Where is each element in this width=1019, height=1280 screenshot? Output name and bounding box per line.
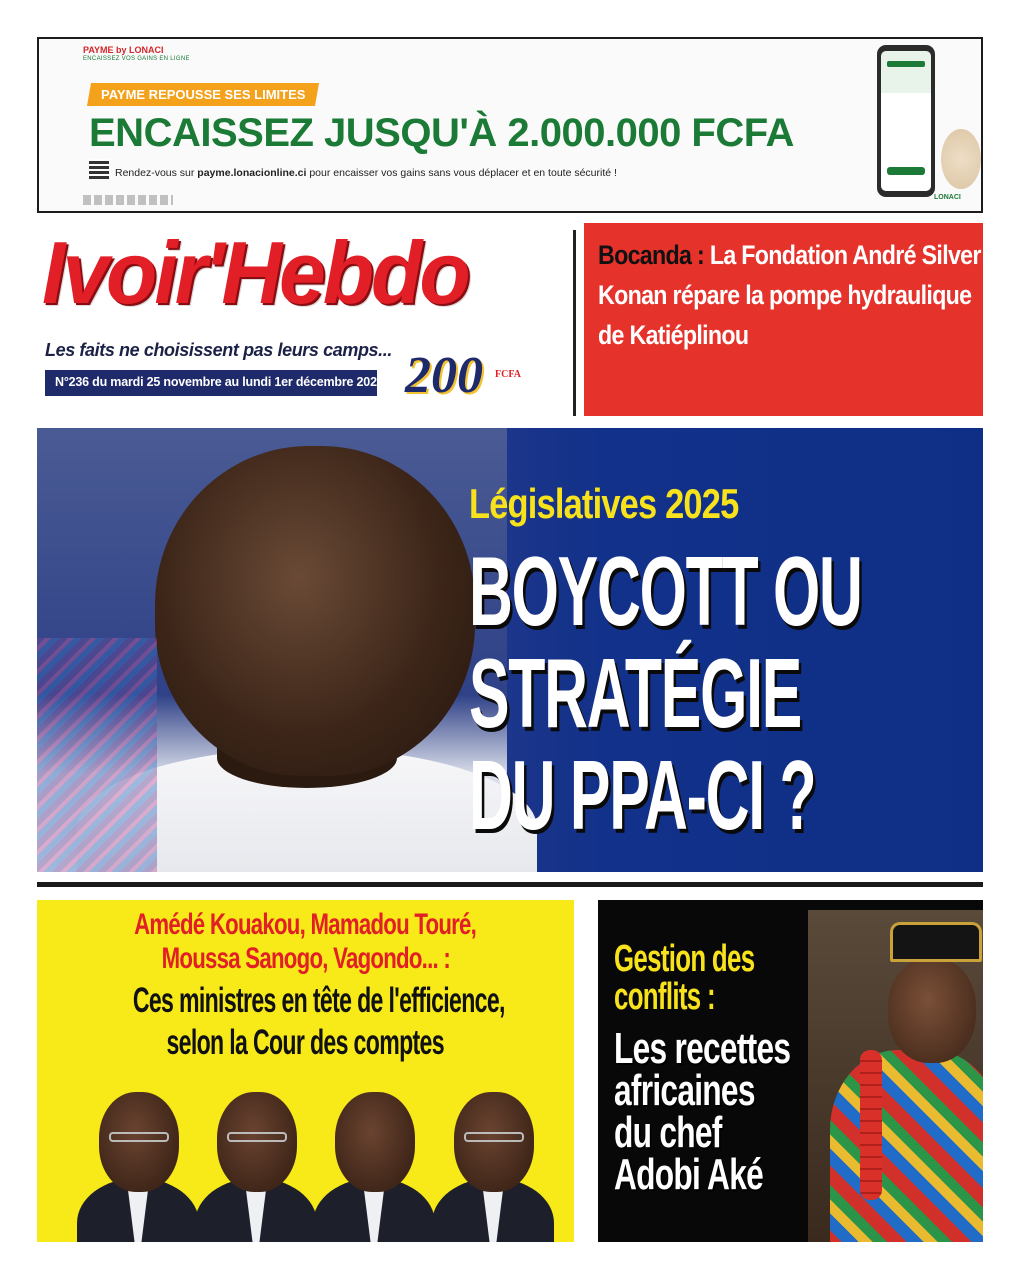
minister-photo (195, 1092, 317, 1242)
price: 200 (405, 347, 483, 404)
ad-line-prefix: Rendez-vous sur (115, 167, 198, 179)
slogan: Les faits ne choisissent pas leurs camps... (45, 340, 392, 360)
newspaper-logo[interactable]: Ivoir'Hebdo (42, 223, 468, 322)
ad-tagline (87, 83, 320, 106)
main-headline-line2: STRATÉGIE (469, 638, 802, 748)
qr-code-icon (89, 159, 109, 179)
ad-tagline-text: PAYME REPOUSSE SES LIMITES (101, 87, 306, 102)
main-headline (469, 536, 977, 850)
main-headline-line3: DU PPA-CI ? (469, 740, 816, 850)
minister-photo (313, 1092, 435, 1242)
chef-headline-line2: africaines (614, 1066, 755, 1115)
bocanda-keyword: Bocanda : (598, 240, 705, 270)
main-kicker: Législatives 2025 (469, 480, 739, 527)
chef-hat (890, 922, 982, 962)
chef-kicker-line1: Gestion des (614, 938, 755, 980)
coin-icon (941, 129, 981, 189)
ad-brand: PAYME by LONACI (83, 45, 164, 55)
minister-face (217, 1092, 297, 1192)
chef-kicker-line2: conflits : (614, 976, 715, 1018)
phone-icon (877, 45, 935, 197)
glasses-icon (109, 1132, 169, 1142)
vertical-divider (573, 230, 576, 416)
price-unit: FCFA (495, 369, 521, 380)
minister-face (454, 1092, 534, 1192)
ministers-names (37, 908, 574, 976)
ministers-headline-line2: selon la Cour des comptes (166, 1023, 445, 1062)
masthead (37, 222, 567, 412)
bocanda-story[interactable] (584, 223, 983, 416)
minister-face (335, 1092, 415, 1192)
bocanda-text: La Fondation André Silver Konan répare la pompe hydraulique de Katiéplinou (598, 240, 981, 350)
ad-logos-strip (83, 195, 173, 205)
ministers-names-line1: Amédé Kouakou, Mamadou Touré, (134, 908, 477, 941)
phone-screen (881, 51, 931, 191)
ministers-headline (37, 980, 574, 1064)
chef-story[interactable] (598, 900, 983, 1242)
minister-face (99, 1092, 179, 1192)
main-story[interactable] (37, 428, 983, 872)
chef-headline-line4: Adobi Aké (614, 1150, 764, 1199)
ad-lonaci-logo: LONACI (934, 194, 961, 201)
chef-headline-line1: Les recettes (614, 1024, 791, 1073)
ad-banner[interactable] (37, 37, 983, 213)
main-headline-line1: BOYCOTT OU (469, 536, 862, 646)
ad-headline: ENCAISSEZ JUSQU'À 2.000.000 FCFA (89, 111, 794, 155)
ad-instruction (115, 167, 617, 179)
ad-brand-subtitle: ENCAISSEZ VOS GAINS EN LIGNE (83, 56, 190, 62)
minister-photo (77, 1092, 199, 1242)
main-photo (37, 428, 507, 872)
chef-headline (614, 1024, 916, 1199)
ministers-story[interactable] (37, 900, 574, 1242)
ministers-names-line2: Moussa Sanogo, Vagondo... : (161, 942, 450, 975)
chef-headline-line3: du chef (614, 1108, 722, 1157)
glasses-icon (227, 1132, 287, 1142)
chef-kicker (614, 940, 900, 1016)
horizontal-divider (37, 882, 983, 887)
photo-face (155, 446, 475, 776)
ad-line-suffix: pour encaisser vos gains sans vous déplacer et en toute sécurité ! (306, 167, 617, 179)
glasses-icon (464, 1132, 524, 1142)
ad-url[interactable]: payme.lonacionline.ci (197, 167, 307, 179)
issue-info: N°236 du mardi 25 novembre au lundi 1er décembre 2025 (45, 370, 377, 396)
bocanda-headline (598, 235, 994, 355)
minister-photo (432, 1092, 554, 1242)
ministers-headline-line1: Ces ministres en tête de l'efficience, (132, 981, 505, 1020)
